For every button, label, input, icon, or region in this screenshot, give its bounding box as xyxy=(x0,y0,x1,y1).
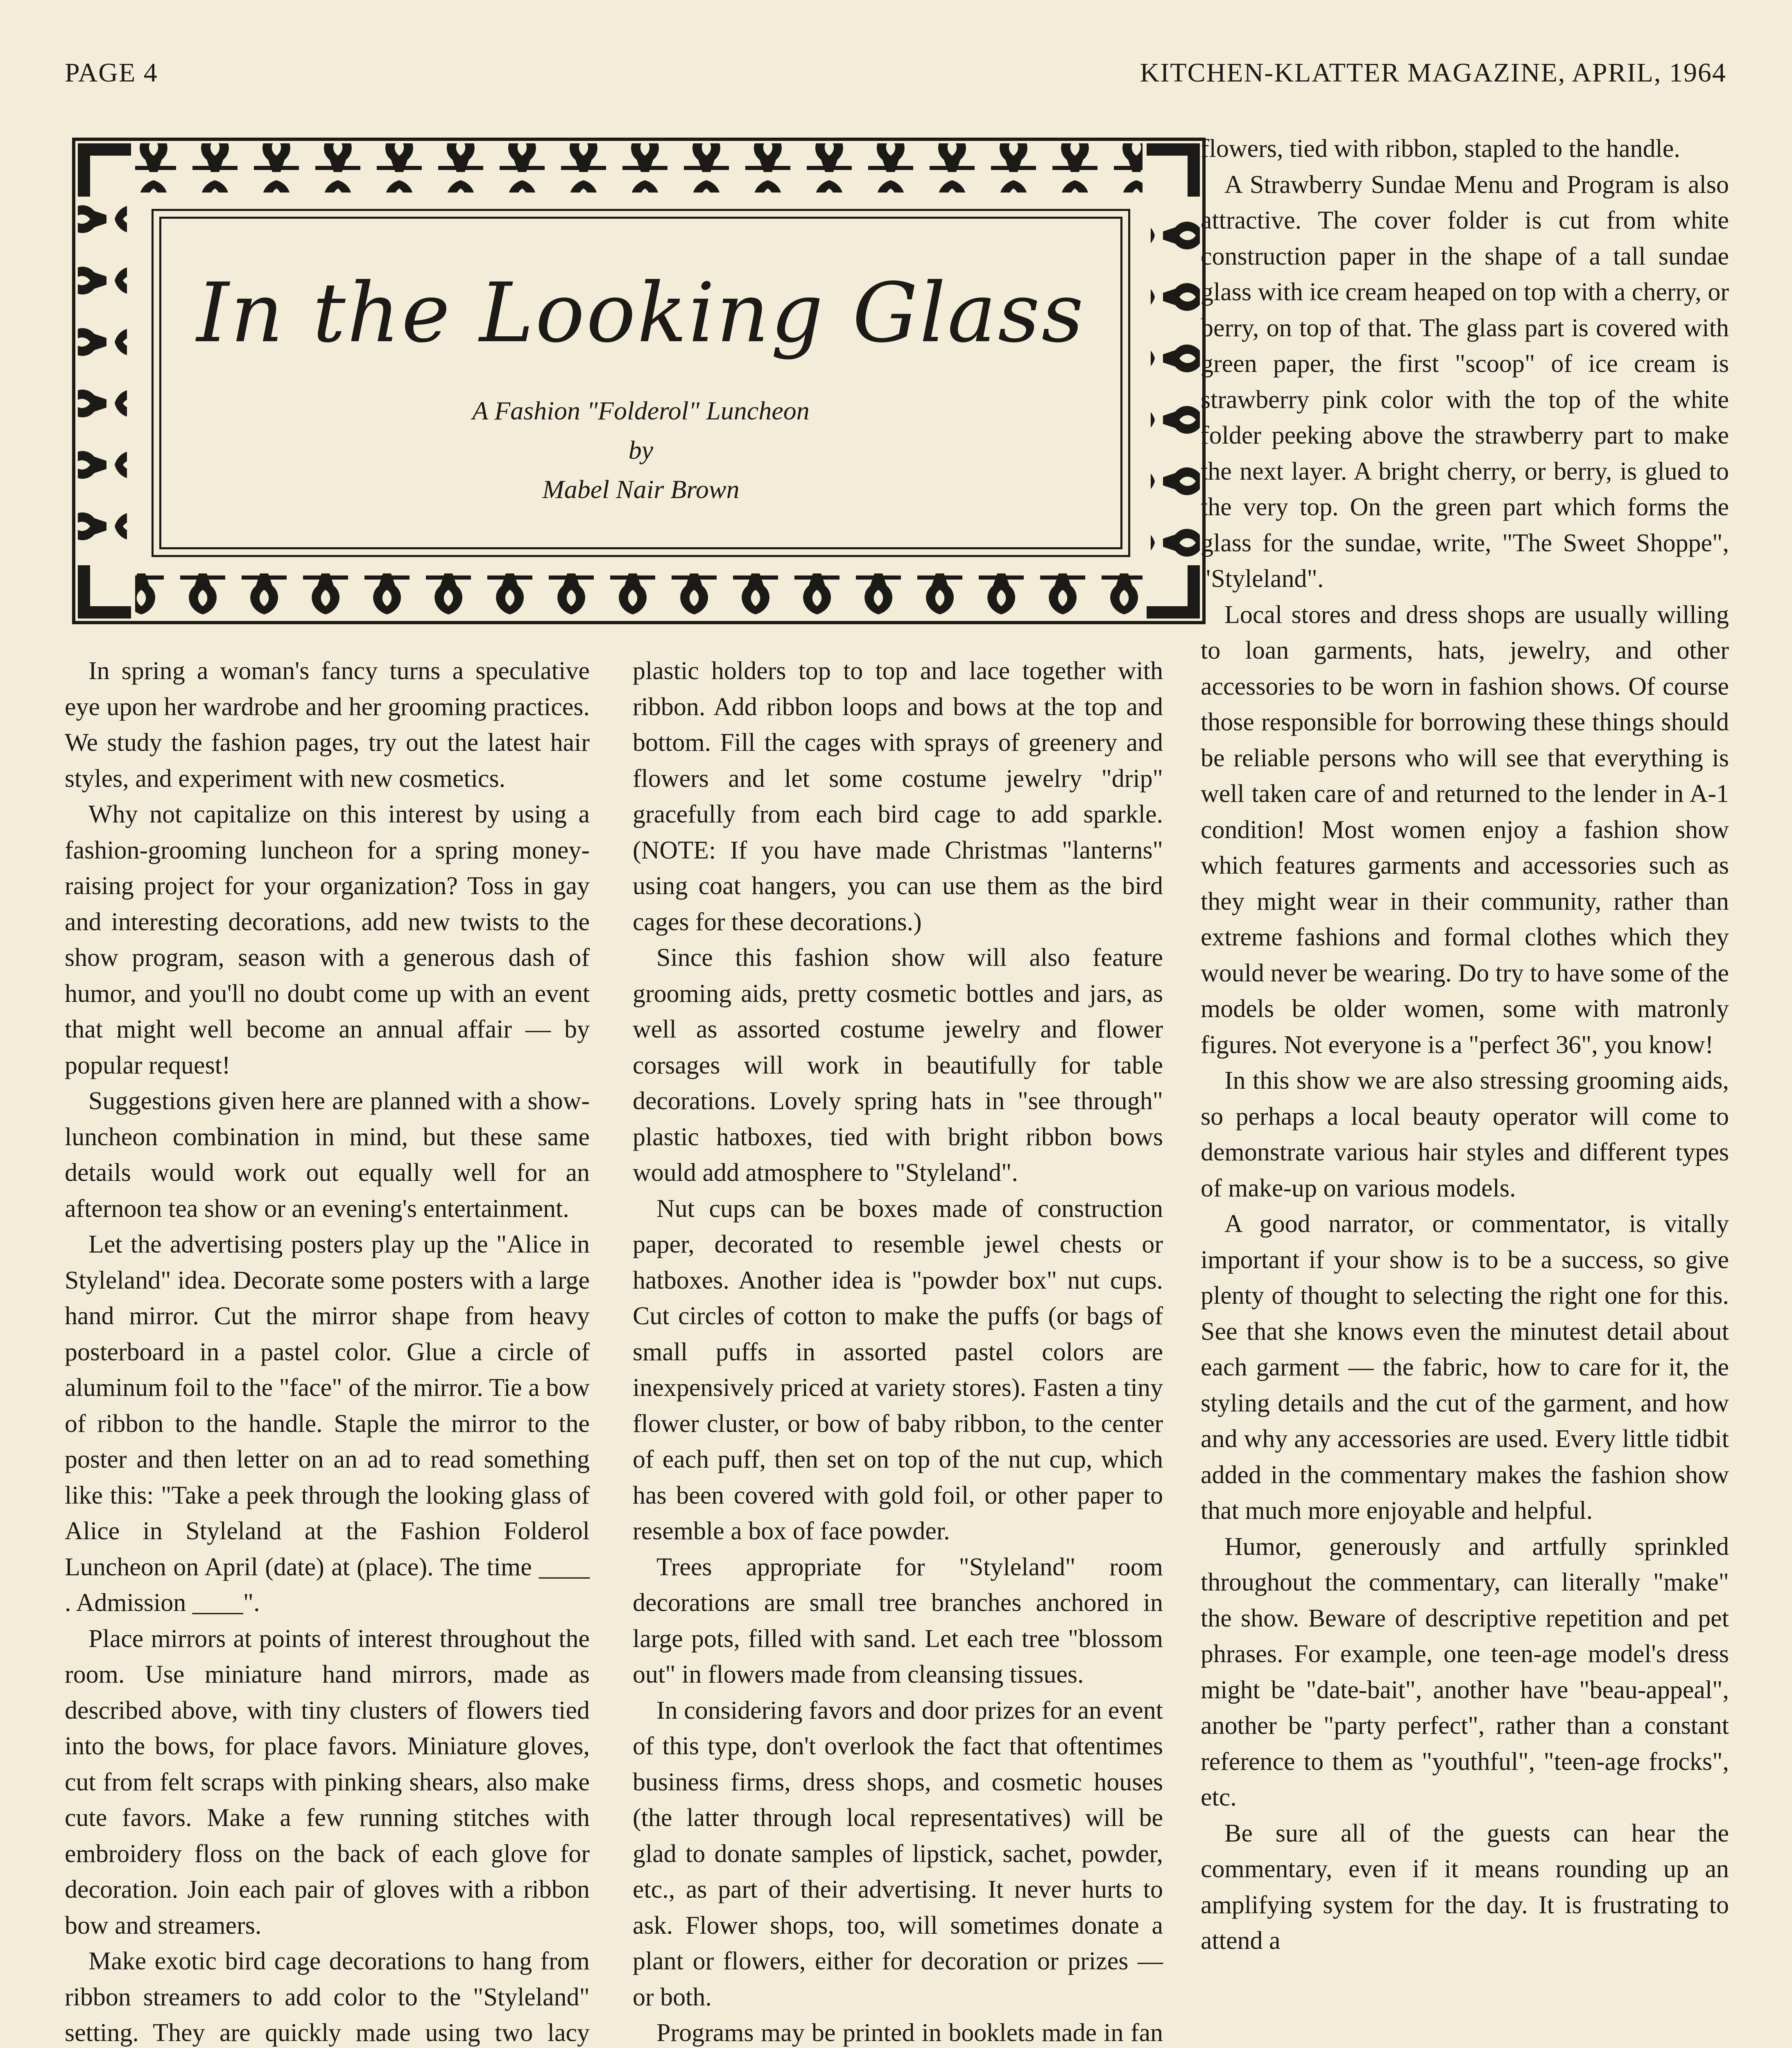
paragraph: Programs may be printed in booklets made in fan xyxy=(656,2019,1163,2047)
paragraph: Place mirrors at points of interest throughout the room. Use miniature hand mirrors, made as described above, with tiny clusters of flowers tied into the bows, for place favors. Miniature gloves, cut from felt scraps with pinking shears, also make cute favors. Make a few running stitches with embroidery floss on the back of each glove for decoration. Join each pair of gloves with a ribbon bow and streamers. xyxy=(65,1624,590,1939)
article-subtitle: A Fashion "Folderol" Luncheon xyxy=(472,396,810,425)
article-author: Mabel Nair Brown xyxy=(542,475,740,504)
article-title: In the Looking Glass xyxy=(197,265,1085,361)
paragraph: Nut cups can be boxes made of construction paper, decorated to resemble jewel chests or hatboxes. Another idea is "powder box" nut cups. Cut circles of cotton to make the puffs (or bags of small puffs in assorted pastel colors are inexpensively priced at variety stores). Fasten a tiny flower cluster, or bow of baby ribbon, to the center of each puff, then set on top of the nut cup, which has been covered with gold foil, or other paper to resemble a box of face powder. xyxy=(633,1194,1163,1545)
magazine-title: KITCHEN-KLATTER MAGAZINE, APRIL, 1964 xyxy=(1140,58,1726,88)
paragraph: flowers, tied with ribbon, stapled to the handle. xyxy=(1201,135,1680,163)
paragraph: plastic holders top to top and lace together with ribbon. Add ribbon loops and bows at the top and bottom. Fill the cages with sprays of greenery and flowers and let some costume jewelry "drip" gracefully from each bird cage to add sparkle. (NOTE: If you have made Christmas "lanterns" using coat hangers, you can use them as the bird cages for these decorations.) xyxy=(633,657,1163,936)
title-panel xyxy=(152,209,1130,557)
paragraph: Since this fashion show will also feature grooming aids, pretty cosmetic bottles and jars, as well as assorted costume jewelry and flower corsages will work in beautifully for table decorations. Lovely spring hats in "see through" plastic hatboxes, tied with bright ribbon bows would add atmosphere to "Styleland". xyxy=(633,944,1163,1187)
paragraph: Local stores and dress shops are usually willing to loan garments, hats, jewelry, and other accessories to be worn in fashion shows. Of course those responsible for borrowing these things should be reliable persons who will see that everything is well taken care of and returned to the lender in A-1 condition! Most women enjoy a fashion show which features garments and accessories such as they might wear in their community, rather than extreme fashions and formal clothes which they would never be wearing. Do try to have some of the models be older women, some with matronly figures. Not everyone is a "perfect 36", you know! xyxy=(1201,600,1729,1059)
page-number: PAGE 4 xyxy=(65,58,158,88)
paragraph: Be sure all of the guests can hear the commentary, even if it means rounding up an amplifying system for the day. It is frustrating to attend a xyxy=(1201,1819,1729,1955)
title-box xyxy=(61,127,1216,635)
paragraph: Humor, generously and artfully sprinkled throughout the commentary, can literally "make" the show. Beware of descriptive repetition and pet phrases. For example, one teen-age model's dress might be "date-bait", another have "beau-appeal", another be "party perfect", rather than a constant reference to them as "youthful", "teen-age frocks", etc. xyxy=(1201,1532,1729,1811)
paragraph: Make exotic bird cage decorations to hang from ribbon streamers to add color to the "Styleland" setting. They are quickly made using two lacy xyxy=(65,1947,590,2047)
paragraph: Why not capitalize on this interest by using a fashion-grooming luncheon for a spring money-raising project for your organization? Toss in gay and interesting decorations, add new twists to the show program, season with a generous dash of humor, and you'll no doubt come up with an event that might well become an annual affair — by popular request! xyxy=(65,800,590,1079)
paragraph: Trees appropriate for "Styleland" room decorations are small tree branches anchored in large pots, filled with sand. Let each tree "blossom out" in flowers made from cleansing tissues. xyxy=(633,1553,1163,1688)
text-column-1 xyxy=(65,653,590,2048)
paragraph: A Strawberry Sundae Menu and Program is also attractive. The cover folder is cut from white construction paper in the shape of a tall sundae glass with ice cream heaped on top with a cherry, or berry, on top of that. The glass part is covered with green paper, the first "scoop" of ice cream is strawberry pink color with the top of the white folder peeking above the strawberry part to make the next layer. A bright cherry, or berry, is glued to the very top. On the green part which forms the glass for the sundae, write, "The Sweet Shoppe", "Styleland". xyxy=(1201,170,1729,593)
text-column-3 xyxy=(1201,131,1729,1959)
page-header xyxy=(65,57,1726,94)
paragraph: In this show we are also stressing grooming aids, so perhaps a local beauty operator will come to demonstrate various hair styles and different types of make-up on various models. xyxy=(1201,1067,1729,1202)
paragraph: Suggestions given here are planned with a show-luncheon combination in mind, but these same details would work out equally well for an afternoon tea show or an evening's entertainment. xyxy=(65,1087,590,1223)
text-column-2 xyxy=(633,653,1163,2048)
paragraph: A good narrator, or commentator, is vitally important if your show is to be a success, so give plenty of thought to selecting the right one for this. See that she knows even the minutest detail about each garment — the fabric, how to care for it, the styling details and the cut of the garment, and how and why any accessories are used. Every little tidbit added in the commentary makes the fashion show that much more enjoyable and helpful. xyxy=(1201,1210,1729,1525)
paragraph: In considering favors and door prizes for an event of this type, don't overlook the fact that oftentimes business firms, dress shops, and cosmetic houses (the latter through local representatives) will be glad to donate samples of lipstick, sachet, powder, etc., as part of their advertising. It never hurts to ask. Flower shops, too, will sometimes donate a plant or flowers, either for decoration or prizes — or both. xyxy=(633,1696,1163,2011)
byline-by: by xyxy=(628,435,654,464)
paragraph: Let the advertising posters play up the "Alice in Styleland" idea. Decorate some posters with a large hand mirror. Cut the mirror shape from heavy posterboard in a pastel color. Glue a circle of aluminum foil to the "face" of the mirror. Tie a bow of ribbon to the handle. Staple the mirror to the poster and then letter on an ad to read something like this: "Take a peek through the looking glass of Alice in Styleland at the Fashion Folderol Luncheon on April (date) at (place). The time ____ . Admission ____". xyxy=(65,1230,590,1617)
paragraph: In spring a woman's fancy turns a speculative eye upon her wardrobe and her grooming practices. We study the fashion pages, try out the latest hair styles, and experiment with new cosmetics. xyxy=(65,657,590,793)
